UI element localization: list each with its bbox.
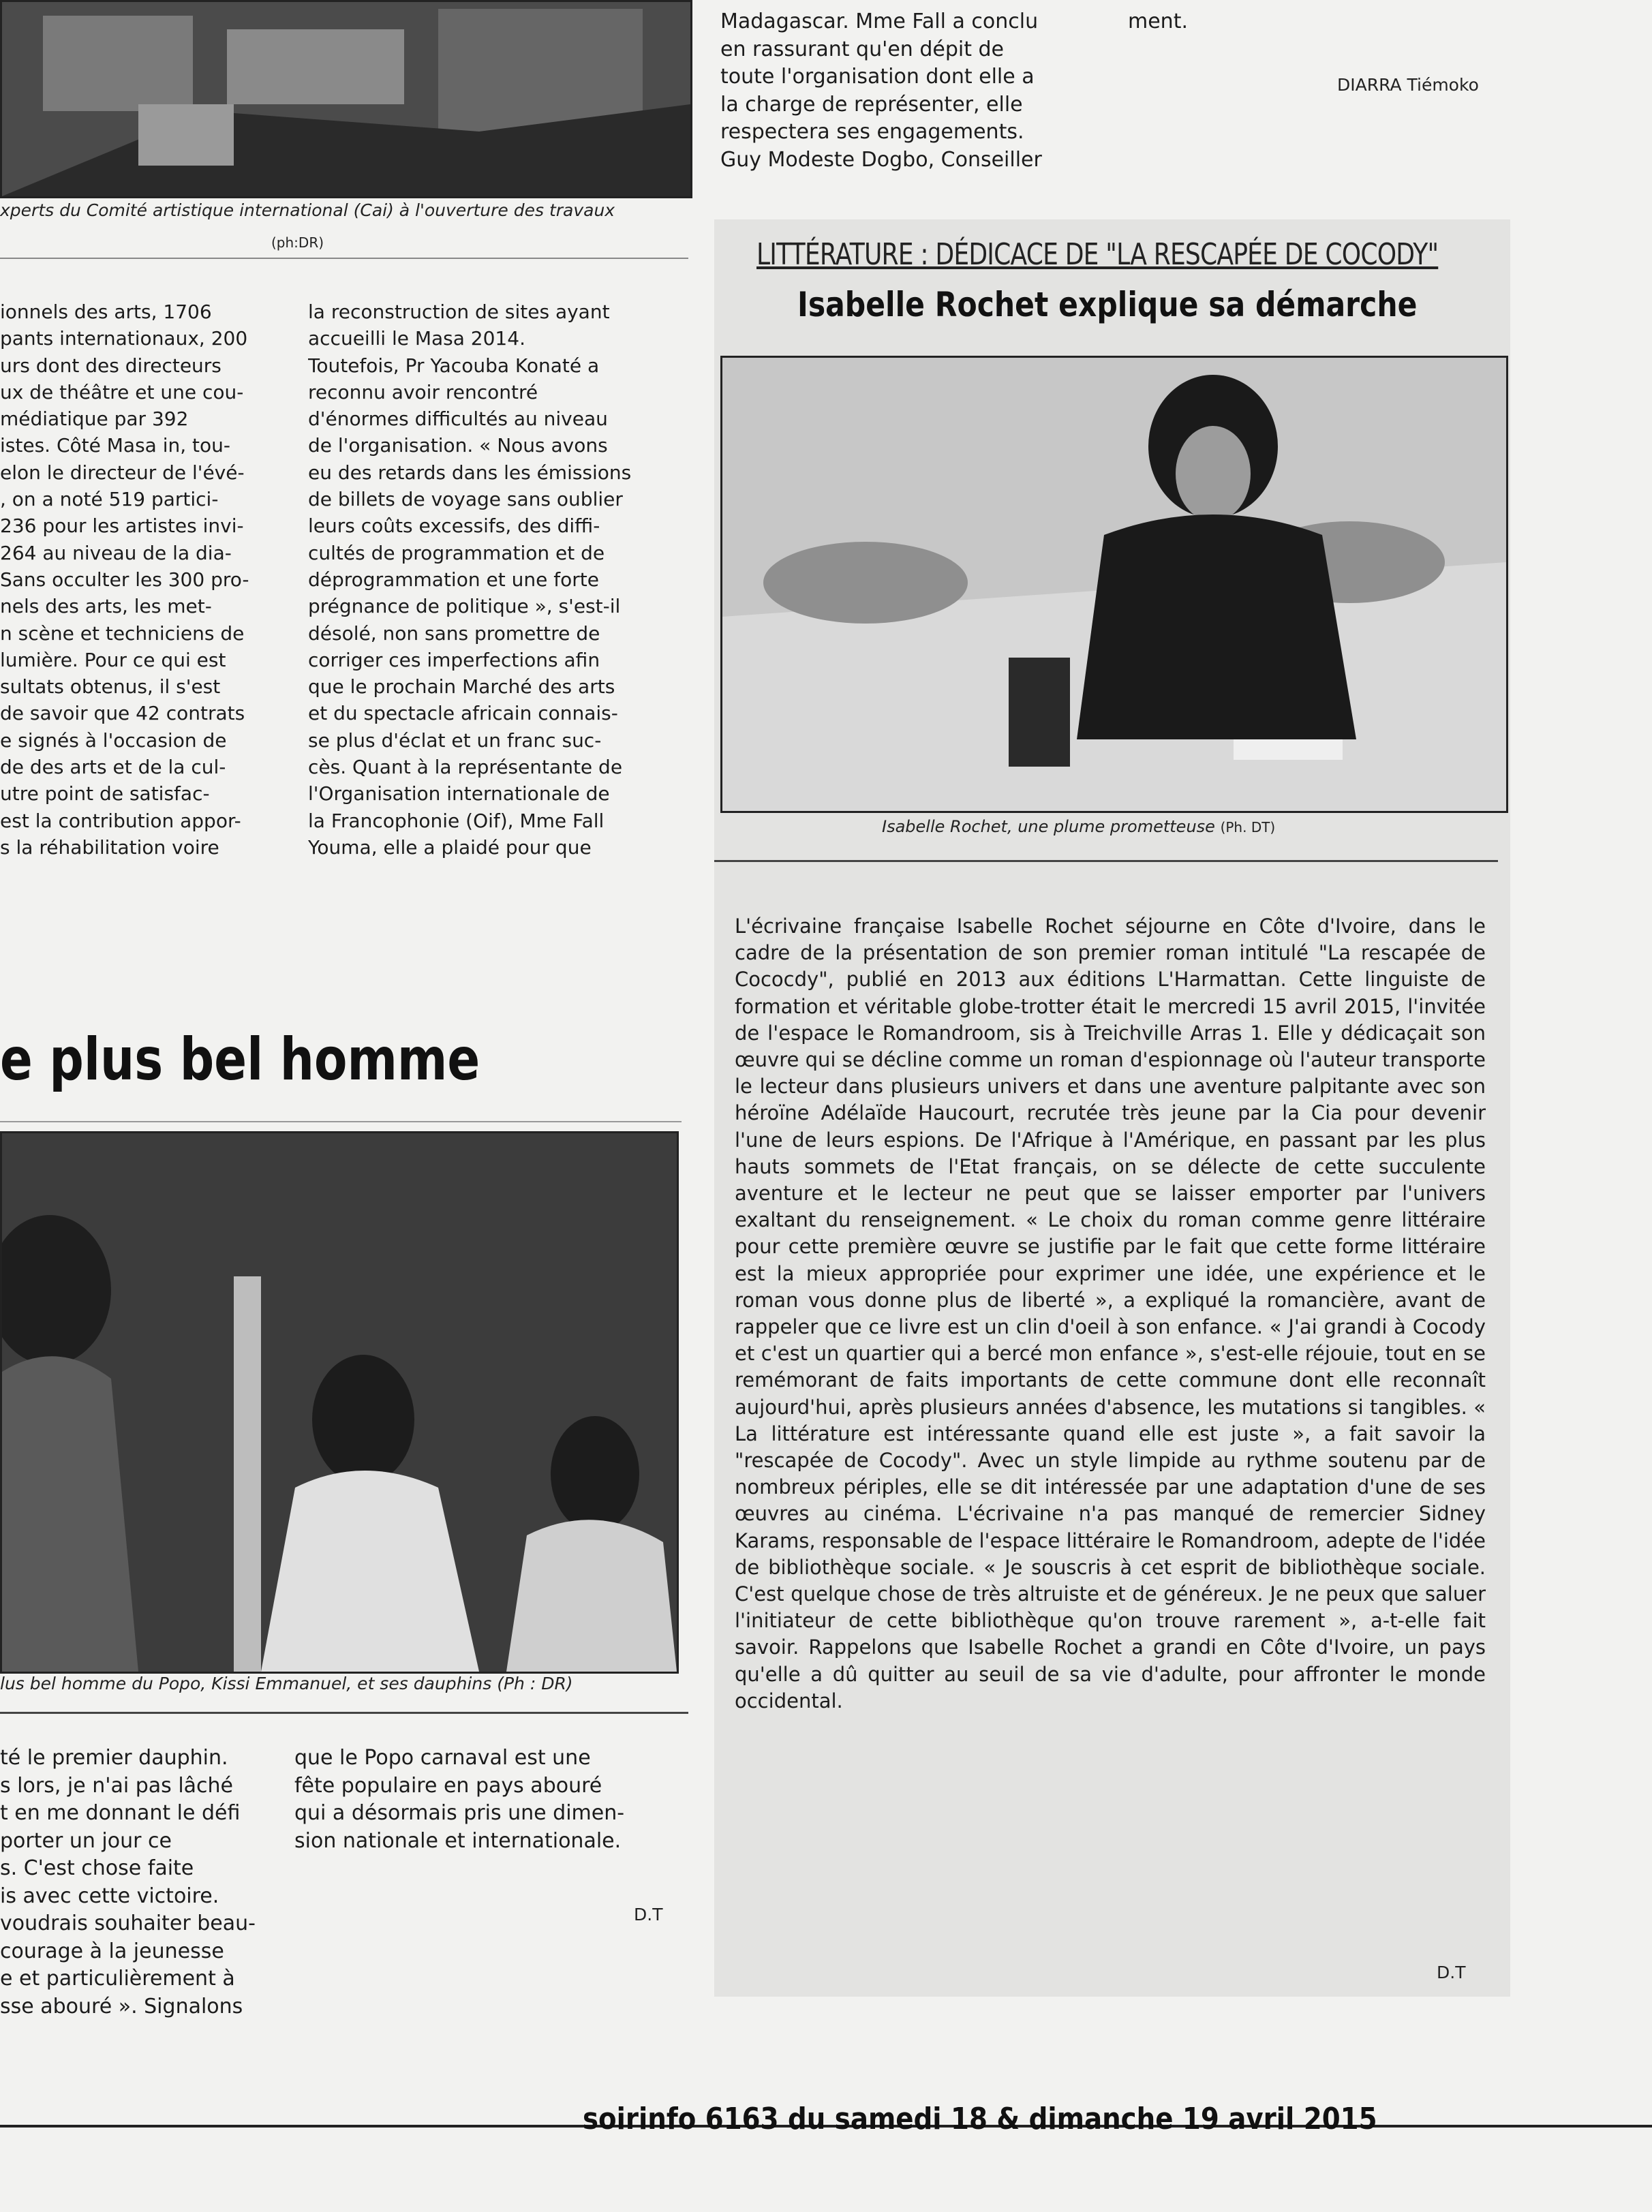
top-right-column-a: Madagascar. Mme Fall a conclu en rassurant qu'en dépit de toute l'organisation dont elle a la charge de représenter, elle respectera ses engagements. Guy Modeste Dogbo, Conseiller (720, 10, 1042, 172)
rochet-kicker: LITTÉRATURE : DÉDICACE DE "LA RESCAPÉE DE COCODY" (756, 237, 1439, 272)
top-right-signature: DIARRA Tiémoko (1337, 75, 1479, 95)
rochet-photo-scene (722, 358, 1506, 811)
popo-signature: D.T (634, 1905, 663, 1924)
masa-caption-rule (0, 258, 688, 259)
rochet-signature: D.T (1437, 1963, 1466, 1982)
masa-photo-credit: (ph:DR) (271, 234, 324, 251)
popo-photo-scene (2, 1133, 677, 1672)
masa-article-col-2: la reconstruction de sites ayant accueilli le Masa 2014. Toutefois, Pr Yacouba Konaté a reconnu avoir rencontré d'énormes difficultés au niveau de l'organisation. « Nous avons eu des retards dans les émissions de billets de voyage sans oublier leurs coûts excessifs, des diffi- cultés de programmation et de déprogrammation et une forte prégnance de politique », s'est-il désolé, non sans promettre de corriger ces imperfections afin que le prochain Marché des arts et du spectacle africain connais- se plus d'éclat et un franc suc- cès. Quant à la représentante de l'Organisation internationale de la Francophonie (Oif), Mme Fall Youma, elle a plaidé pour que (308, 301, 632, 859)
popo-caption-rule (0, 1712, 688, 1714)
masa-photo-caption: xperts du Comité artistique international (Cai) à l'ouverture des travaux (0, 200, 615, 220)
popo-article-col-1: té le premier dauphin. s lors, je n'ai pas lâché t en me donnant le défi porter un jour ce s. C'est chose faite is avec cette victoire. voudrais souhaiter beau- courage à la jeunesse e et particulièrement à sse abouré ». Signalons (0, 1746, 256, 2018)
rochet-article-body: L'écrivaine française Isabelle Rochet séjourne en Côte d'Ivoire, dans le cadre de la présentation de son premier roman intitulé "La rescapée de Cococdy", publié en 2013 aux éditions L'Harmattan. Cette linguiste de formation et véritable globe-trotter était le mercredi 15 avril 2015, l'invitée de l'espace le Romandroom, sis à Treichville Arras 1. Elle y dédicaçait son œuvre qui se décline comme un roman d'espionnage où l'auteur transporte le lecteur dans plusieurs univers et dans une aventure palpitante avec son héroïne Adélaïde Haucourt, recrutée très jeune par la Cia pour devenir l'une de leurs espions. De l'Afrique à l'Amérique, en passant par les plus hauts sommets de l'Etat français, on se délecte de cette succulente aventure et le lecteur ne peut que se laisser emporter par l'univers exaltant du renseignement. « Le choix du roman comme genre littéraire pour cette première œuvre se justifie par le fait que cette forme littéraire est la mieux appropriée pour exprimer une idée, une expérience et le roman vous donne plus de liberté », a expliqué la romancière, avant de rappeler que ce livre est un clin d'oeil à son enfance. « J'ai grandi à Cocody et c'est un quartier qui a bercé mon enfance », s'est-elle réjouie, tout en se remémorant de faits importants de cette commune dont elle reconnaît aujourd'hui, après plusieurs années d'absence, les mutations si tangibles. « La littérature est intéressante quand elle est juste », a fait savoir la "rescapée de Cocody". Avec un style limpide au rythme soutenu par de nombreux périples, elle se dit intéressée par une adaptation d'une de ses œuvres au cinéma. L'écrivaine n'a pas manqué de remercier Sidney Karams, responsable de l'espace littéraire le Romandroom, adepte de l'idée de bibliothèque sociale. « Je souscris à cet esprit de bibliothèque sociale. C'est quelque chose de très altruiste et de généreux. Je ne peux que saluer l'initiateur de cette bibliothèque qu'on trouve rarement », a-t-elle fait savoir. Rappelons que Isabelle Rochet a grandi en Côte d'Ivoire, un pays qu'elle a dû quitter au seuil de sa vie d'adulte, pour affronter le monde occidental. (735, 915, 1486, 1712)
rochet-headline: Isabelle Rochet explique sa démarche (797, 285, 1418, 324)
top-right-column-b: ment. (1128, 10, 1188, 33)
popo-photo-caption: lus bel homme du Popo, Kissi Emmanuel, et ses dauphins (Ph : DR) (0, 1674, 573, 1693)
rochet-photo (720, 356, 1508, 813)
popo-head-rule (0, 1121, 682, 1122)
rochet-photo-caption-text: Isabelle Rochet, une plume prometteuse (882, 817, 1215, 836)
popo-photo (0, 1131, 679, 1674)
masa-photo (0, 0, 692, 198)
rochet-photo-credit: (Ph. DT) (1220, 819, 1276, 835)
footer-issue-line: soirinfo 6163 du samedi 18 & dimanche 19 avril 2015 (583, 2102, 1377, 2136)
masa-article-col-1: ionnels des arts, 1706 pants internationaux, 200 urs dont des directeurs ux de théâtre et une cou- médiatique par 392 istes. Côté Masa in, tou- elon le directeur de l'évé- , on a noté 519 partici- 236 pour les artistes invi- 264 au niveau de la dia- Sans occulter les 300 pro- nels des arts, les met- n scène et techniciens de lumière. Pour ce qui est sultats obtenus, il s'est de savoir que 42 contrats e signés à l'occasion de de des arts et de la cul- utre point de satisfac- est la contribution appor- s la réhabilitation voire (0, 301, 249, 859)
popo-article-col-2: que le Popo carnaval est une fête populaire en pays abouré qui a désormais pris une dimen- sion nationale et internationale. (294, 1746, 625, 1853)
popo-headline: e plus bel homme (0, 1026, 480, 1094)
rochet-caption-rule (714, 860, 1498, 862)
masa-photo-scene (2, 2, 690, 196)
rochet-photo-caption (882, 816, 1275, 838)
